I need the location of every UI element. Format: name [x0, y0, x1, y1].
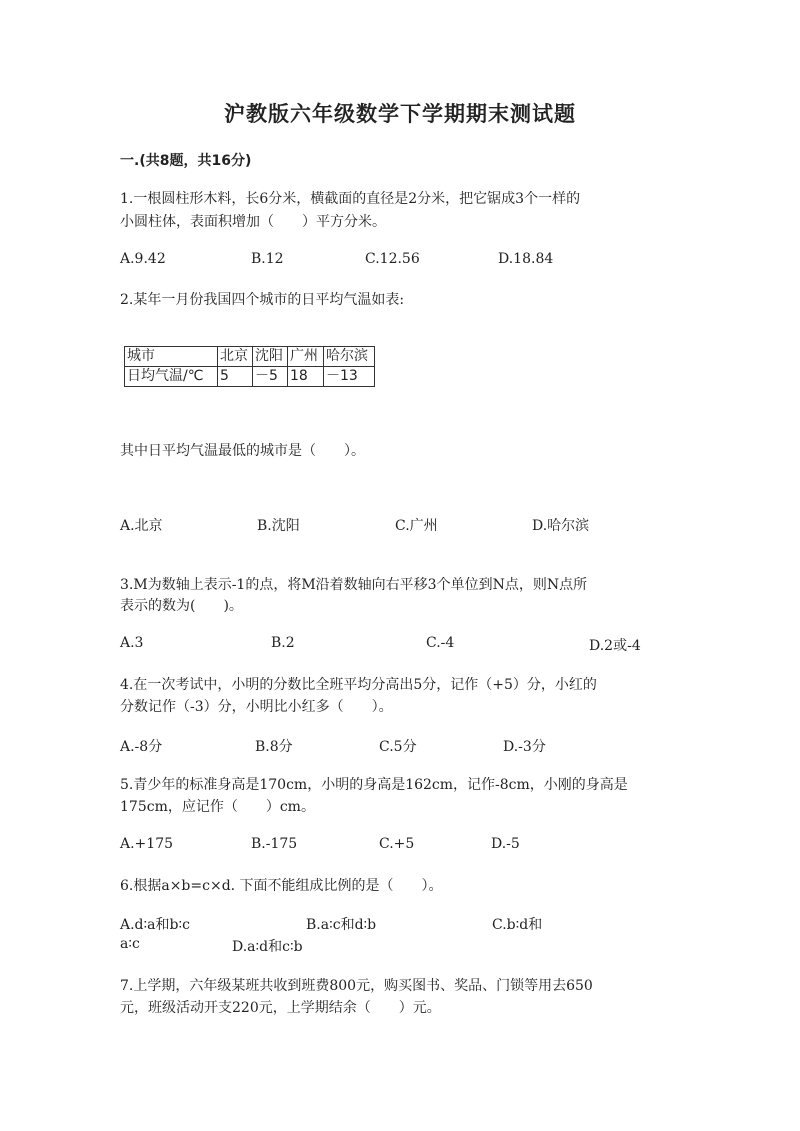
question-2-option-b: B.沈阳: [257, 518, 300, 534]
question-2-option-a: A.北京: [120, 518, 163, 534]
question-4-option-d: D.-3分: [503, 739, 546, 755]
question-6-option-c-continued: a∶c: [120, 936, 140, 952]
question-3-option-d: D.2或-4: [589, 638, 641, 654]
table-cell: 日均气温/℃: [125, 367, 218, 387]
question-1-option-b: B.12: [251, 251, 284, 267]
table-row: [125, 367, 375, 387]
question-5-option-d: D.-5: [491, 836, 520, 852]
question-7-line-1: 7.上学期，六年级某班共收到班费800元，购买图书、奖品、门锁等用去650: [120, 978, 593, 994]
question-2-option-d: D.哈尔滨: [532, 518, 590, 534]
question-1-line-2: 小圆柱体，表面积增加（ ）平方分米。: [120, 214, 386, 230]
question-1-option-c: C.12.56: [365, 251, 420, 267]
question-3-option-c: C.-4: [426, 635, 455, 651]
question-7-line-2: 元，班级活动开支220元，上学期结余（ ）元。: [120, 1000, 441, 1016]
table-cell: 哈尔滨: [324, 347, 375, 367]
question-3-line-2: 表示的数为( )。: [120, 598, 243, 614]
table-cell: 北京: [218, 347, 253, 367]
question-6-option-c: C.b∶d和: [492, 917, 543, 933]
question-4-option-b: B.8分: [255, 739, 293, 755]
question-6-option-b: B.a∶c和d∶b: [306, 917, 377, 933]
question-5-option-c: C.+5: [379, 836, 415, 852]
section-heading: 一.(共8题，共16分): [120, 153, 252, 169]
question-3-line-1: 3.M为数轴上表示-1的点，将M沿着数轴向右平移3个单位到N点，则N点所: [120, 577, 588, 593]
temperature-table: [124, 346, 375, 387]
table-cell: 5: [218, 367, 253, 387]
question-2-option-c: C.广州: [395, 518, 438, 534]
question-6-option-d: D.a∶d和c∶b: [232, 939, 303, 955]
table-cell: －5: [253, 367, 288, 387]
question-2-prompt: 其中日平均气温最低的城市是（ ）。: [120, 443, 365, 459]
question-2-line-1: 2.某年一月份我国四个城市的日平均气温如表:: [120, 292, 405, 308]
table-cell: 广州: [288, 347, 324, 367]
table-cell: －13: [324, 367, 375, 387]
question-3-option-b: B.2: [271, 635, 295, 651]
question-6-option-a: A.d∶a和b∶c: [120, 917, 190, 933]
question-4-option-c: C.5分: [379, 739, 417, 755]
question-1-option-a: A.9.42: [120, 251, 166, 267]
table-header-row: [125, 347, 375, 367]
question-4-line-1: 4.在一次考试中，小明的分数比全班平均分高出5分，记作（+5）分，小红的: [120, 677, 597, 693]
question-5-line-1: 5.青少年的标准身高是170cm，小明的身高是162cm，记作-8cm，小刚的身高是: [120, 777, 628, 793]
table-cell: 18: [288, 367, 324, 387]
table-cell: 沈阳: [253, 347, 288, 367]
question-6-line-1: 6.根据a×b=c×d. 下面不能组成比例的是（ ）。: [120, 878, 443, 894]
question-4-option-a: A.-8分: [120, 739, 163, 755]
table-cell: 城市: [125, 347, 218, 367]
question-4-line-2: 分数记作（-3）分，小明比小红多（ ）。: [120, 699, 393, 715]
question-5-option-a: A.+175: [120, 836, 174, 852]
question-5-line-2: 175cm，应记作（ ）cm。: [120, 799, 315, 815]
question-1-option-d: D.18.84: [498, 251, 554, 267]
question-5-option-b: B.-175: [251, 836, 298, 852]
question-1-line-1: 1.一根圆柱形木料，长6分米，横截面的直径是2分米，把它锯成3个一样的: [120, 191, 581, 207]
question-3-option-a: A.3: [120, 635, 144, 651]
page-title: 沪教版六年级数学下学期期末测试题: [224, 102, 576, 126]
